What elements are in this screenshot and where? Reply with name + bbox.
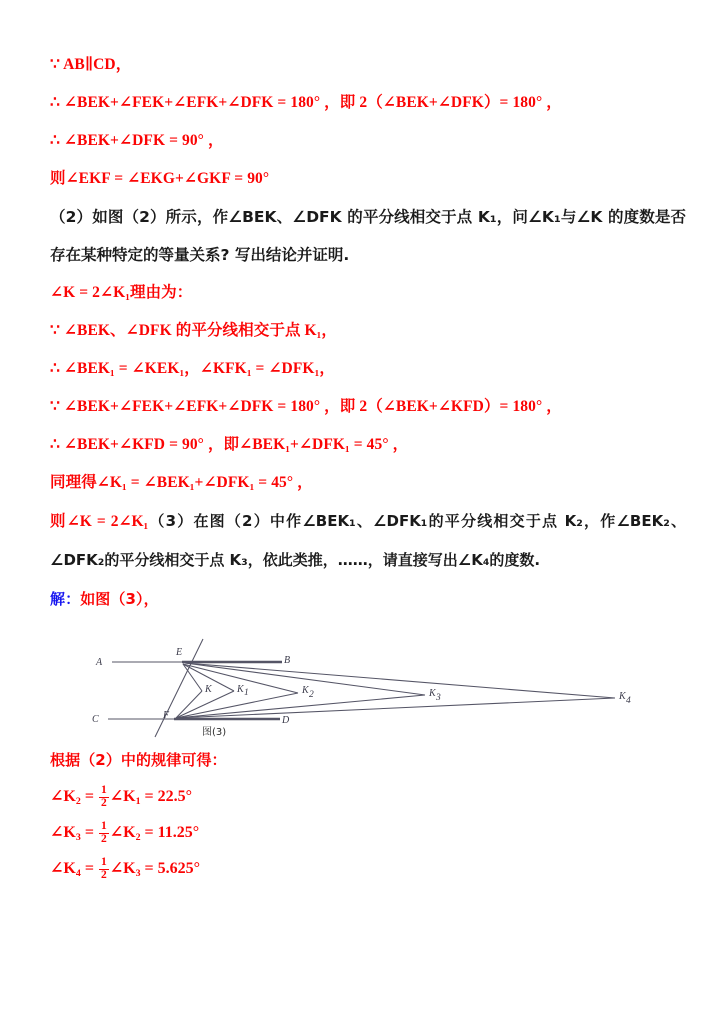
figure-label-k3: K <box>429 688 436 699</box>
figure-label-k3-sub: 3 <box>436 693 441 703</box>
equation-k2-mid: ∠K <box>109 788 136 805</box>
proof2-line-bek-kfd-90: ∴ ∠BEK+∠KFD = 90° ，即∠BEK₁+∠DFK₁ = 45° ， <box>50 436 409 453</box>
proof2-line-k-equals-2k1: 则∠K = 2∠K₁ <box>50 513 149 530</box>
fraction-denominator: 2 <box>100 869 107 882</box>
proof2-line-angle-sum-180: ∵ ∠BEK+∠FEK+∠EFK+∠DFK = 180° ，即 2（∠BEK+∠KFD）= 180° ， <box>50 398 562 415</box>
equals-sign: = <box>144 860 154 877</box>
equation-k4-rhs: 5.625° <box>157 860 201 877</box>
fraction-one-half <box>99 821 109 845</box>
ray-f-k2 <box>176 693 298 718</box>
figure-label-a: A <box>96 657 103 668</box>
figure-line-group <box>108 639 615 737</box>
figure-label-k1-group <box>236 684 249 698</box>
equation-k3-rhs: 11.25° <box>157 824 200 841</box>
figure-3-caption: 图(3) <box>202 727 227 738</box>
figure-label-k4: K <box>619 691 626 702</box>
equation-k3 <box>50 815 686 851</box>
figure-label-d: D <box>282 715 290 726</box>
equation-k3-lhs: ∠K <box>50 824 76 841</box>
figure-3-svg <box>50 619 686 741</box>
document-content <box>50 46 686 887</box>
proof2-line-equal-angles: ∴ ∠BEK₁ = ∠KEK₁，∠KFK₁ = ∠DFK₁， <box>50 360 335 377</box>
equation-k3-mid-sub: 2 <box>135 831 141 843</box>
proof2-line-similarly-k1-45: 同理得∠K₁ = ∠BEK₁+∠DFK₁ = 45° ， <box>50 474 313 491</box>
proof-line-ab-parallel-cd: ∵ AB∥CD， <box>50 56 132 73</box>
fraction-numerator: 1 <box>100 784 107 797</box>
equation-k2-lhs: ∠K <box>50 788 76 805</box>
solution-header <box>50 580 686 619</box>
figure-label-k4-group <box>618 691 631 706</box>
figure-label-k: K <box>205 684 212 695</box>
equation-k3-mid: ∠K <box>109 824 136 841</box>
question-3-paragraph <box>50 502 686 580</box>
fraction-one-half <box>99 857 109 881</box>
figure-label-k4-sub: 4 <box>626 696 631 706</box>
equation-k4-mid: ∠K <box>109 860 136 877</box>
fraction-numerator: 1 <box>100 856 107 869</box>
equation-k2 <box>50 779 686 815</box>
figure-label-f: F <box>163 710 170 721</box>
figure-3 <box>50 619 686 741</box>
figure-label-k2-sub: 2 <box>309 690 314 700</box>
question-3-text: （3）在图（2）中作∠BEK₁、∠DFK₁的平分线相交于点 K₂，作∠BEK₂、∠DFK₂的平分线相交于点 K₃，依此类推，……，请直接写出∠K₄的度数. <box>50 512 686 569</box>
equation-k4-lhs-sub: 4 <box>75 867 81 879</box>
question-2-text: （2）如图（2）所示，作∠BEK、∠DFK 的平分线相交于点 K₁，问∠K₁与∠K 的度数是否存在某种特定的等量关系? 写出结论并证明. <box>50 208 686 264</box>
fraction-numerator: 1 <box>100 820 107 833</box>
proof-line-angle-sum-180: ∴ ∠BEK+∠FEK+∠EFK+∠DFK = 180° ，即 2（∠BEK+∠DFK）= 180° ， <box>50 94 562 111</box>
equals-sign: = <box>84 788 94 805</box>
figure-label-k2-group <box>301 685 314 700</box>
equals-sign: = <box>144 824 154 841</box>
solution-label: 解： <box>50 590 81 608</box>
ray-f-k3 <box>176 695 425 718</box>
fraction-denominator: 2 <box>100 833 107 846</box>
figure-label-k2: K <box>302 685 309 696</box>
figure-label-e: E <box>176 647 183 658</box>
equation-k2-rhs: 22.5° <box>157 788 193 805</box>
equation-k4-mid-sub: 3 <box>135 867 141 879</box>
figure-label-k3-group <box>428 688 441 703</box>
equation-k2-lhs-sub: 2 <box>75 795 81 807</box>
solution-figure-reference: 如图（3）， <box>80 590 159 608</box>
equals-sign: = <box>144 788 154 805</box>
equation-k3-lhs-sub: 3 <box>75 831 81 843</box>
proof-line-bek-dfk-90: ∴ ∠BEK+∠DFK = 90° ， <box>50 132 224 149</box>
proof-line-ekf-90: 则∠EKF = ∠EKG+∠GKF = 90° <box>50 170 270 187</box>
answer-lead-k-equals-2k1: ∠K = 2∠K₁理由为： <box>50 284 193 301</box>
rule-line: 根据（2）中的规律可得： <box>50 751 227 769</box>
fraction-one-half <box>99 785 109 809</box>
figure-label-c: C <box>92 714 99 725</box>
equation-k2-mid-sub: 1 <box>135 795 141 807</box>
figure-label-k1: K <box>237 684 244 695</box>
equation-k4 <box>50 851 686 887</box>
equals-sign: = <box>84 860 94 877</box>
fraction-denominator: 2 <box>100 797 107 810</box>
equals-sign: = <box>84 824 94 841</box>
figure-label-k1-sub: 1 <box>244 688 249 698</box>
proof2-line-bisectors-meet-k1: ∵ ∠BEK、∠DFK 的平分线相交于点 K₁， <box>50 322 338 339</box>
ray-f-k4 <box>176 698 615 718</box>
figure-label-b: B <box>284 655 291 666</box>
equation-k4-lhs: ∠K <box>50 860 76 877</box>
